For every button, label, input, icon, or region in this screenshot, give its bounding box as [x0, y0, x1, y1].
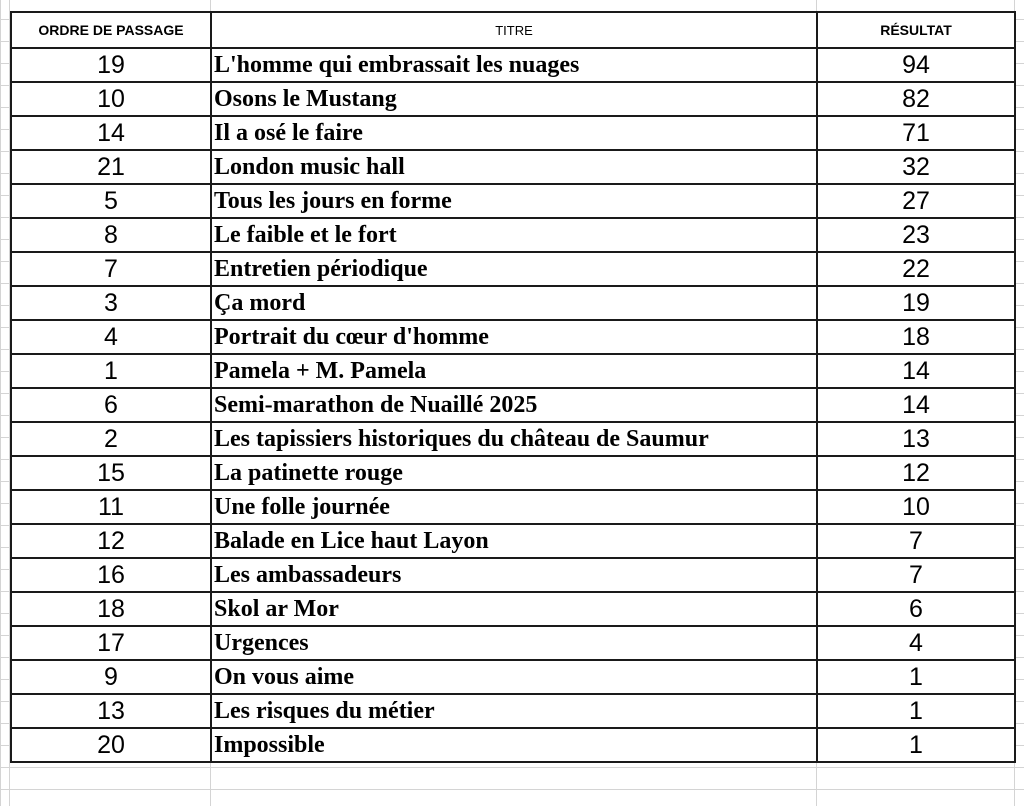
title-cell[interactable]: On vous aime — [211, 660, 817, 694]
order-cell[interactable]: 12 — [11, 524, 211, 558]
order-cell[interactable]: 13 — [11, 694, 211, 728]
order-cell[interactable]: 18 — [11, 592, 211, 626]
title-cell[interactable]: L'homme qui embrassait les nuages — [211, 48, 817, 82]
title-cell[interactable]: Les tapissiers historiques du château de Saumur — [211, 422, 817, 456]
result-cell[interactable]: 4 — [817, 626, 1015, 660]
table-row — [11, 48, 1015, 82]
title-cell[interactable]: Pamela + M. Pamela — [211, 354, 817, 388]
table-body — [11, 48, 1015, 762]
title-cell[interactable]: Les ambassadeurs — [211, 558, 817, 592]
result-cell[interactable]: 7 — [817, 558, 1015, 592]
title-cell[interactable]: London music hall — [211, 150, 817, 184]
title-cell[interactable]: La patinette rouge — [211, 456, 817, 490]
order-cell[interactable]: 7 — [11, 252, 211, 286]
order-cell[interactable]: 16 — [11, 558, 211, 592]
result-cell[interactable]: 32 — [817, 150, 1015, 184]
order-cell[interactable]: 20 — [11, 728, 211, 762]
table-row — [11, 660, 1015, 694]
table-row — [11, 184, 1015, 218]
order-cell[interactable]: 5 — [11, 184, 211, 218]
order-cell[interactable]: 9 — [11, 660, 211, 694]
result-cell[interactable]: 18 — [817, 320, 1015, 354]
title-cell[interactable]: Ça mord — [211, 286, 817, 320]
order-cell[interactable]: 1 — [11, 354, 211, 388]
results-table — [10, 11, 1016, 763]
title-cell[interactable]: Urgences — [211, 626, 817, 660]
order-cell[interactable]: 21 — [11, 150, 211, 184]
title-cell[interactable]: Portrait du cœur d'homme — [211, 320, 817, 354]
result-cell[interactable]: 6 — [817, 592, 1015, 626]
header-result-cell[interactable]: RÉSULTAT — [817, 12, 1015, 48]
table-row — [11, 694, 1015, 728]
title-cell[interactable]: Semi-marathon de Nuaillé 2025 — [211, 388, 817, 422]
order-cell[interactable]: 19 — [11, 48, 211, 82]
table-row — [11, 286, 1015, 320]
table-row — [11, 252, 1015, 286]
result-cell[interactable]: 1 — [817, 694, 1015, 728]
result-cell[interactable]: 1 — [817, 660, 1015, 694]
order-cell[interactable]: 2 — [11, 422, 211, 456]
table-row — [11, 558, 1015, 592]
order-cell[interactable]: 15 — [11, 456, 211, 490]
result-cell[interactable]: 71 — [817, 116, 1015, 150]
table-row — [11, 116, 1015, 150]
result-cell[interactable]: 22 — [817, 252, 1015, 286]
title-cell[interactable]: Impossible — [211, 728, 817, 762]
result-cell[interactable]: 19 — [817, 286, 1015, 320]
table-row — [11, 388, 1015, 422]
table-row — [11, 728, 1015, 762]
result-cell[interactable]: 12 — [817, 456, 1015, 490]
result-cell[interactable]: 14 — [817, 354, 1015, 388]
table-row — [11, 490, 1015, 524]
title-cell[interactable]: Tous les jours en forme — [211, 184, 817, 218]
result-cell[interactable]: 14 — [817, 388, 1015, 422]
header-order-cell[interactable]: ORDRE DE PASSAGE — [11, 12, 211, 48]
order-cell[interactable]: 17 — [11, 626, 211, 660]
result-cell[interactable]: 7 — [817, 524, 1015, 558]
result-cell[interactable]: 1 — [817, 728, 1015, 762]
table-row — [11, 592, 1015, 626]
header-row — [11, 12, 1015, 48]
title-cell[interactable]: Osons le Mustang — [211, 82, 817, 116]
table-row — [11, 82, 1015, 116]
result-cell[interactable]: 94 — [817, 48, 1015, 82]
title-cell[interactable]: Le faible et le fort — [211, 218, 817, 252]
order-cell[interactable]: 8 — [11, 218, 211, 252]
table-row — [11, 422, 1015, 456]
table-row — [11, 626, 1015, 660]
title-cell[interactable]: Entretien périodique — [211, 252, 817, 286]
table-row — [11, 456, 1015, 490]
order-cell[interactable]: 6 — [11, 388, 211, 422]
result-cell[interactable]: 23 — [817, 218, 1015, 252]
table-row — [11, 218, 1015, 252]
result-cell[interactable]: 27 — [817, 184, 1015, 218]
title-cell[interactable]: Balade en Lice haut Layon — [211, 524, 817, 558]
order-cell[interactable]: 11 — [11, 490, 211, 524]
order-cell[interactable]: 4 — [11, 320, 211, 354]
order-cell[interactable]: 14 — [11, 116, 211, 150]
title-cell[interactable]: Skol ar Mor — [211, 592, 817, 626]
table-row — [11, 354, 1015, 388]
title-cell[interactable]: Il a osé le faire — [211, 116, 817, 150]
table-row — [11, 320, 1015, 354]
order-cell[interactable]: 10 — [11, 82, 211, 116]
result-cell[interactable]: 10 — [817, 490, 1015, 524]
header-title-cell[interactable]: TITRE — [211, 12, 817, 48]
table-row — [11, 150, 1015, 184]
title-cell[interactable]: Une folle journée — [211, 490, 817, 524]
table-row — [11, 524, 1015, 558]
result-cell[interactable]: 82 — [817, 82, 1015, 116]
order-cell[interactable]: 3 — [11, 286, 211, 320]
title-cell[interactable]: Les risques du métier — [211, 694, 817, 728]
result-cell[interactable]: 13 — [817, 422, 1015, 456]
